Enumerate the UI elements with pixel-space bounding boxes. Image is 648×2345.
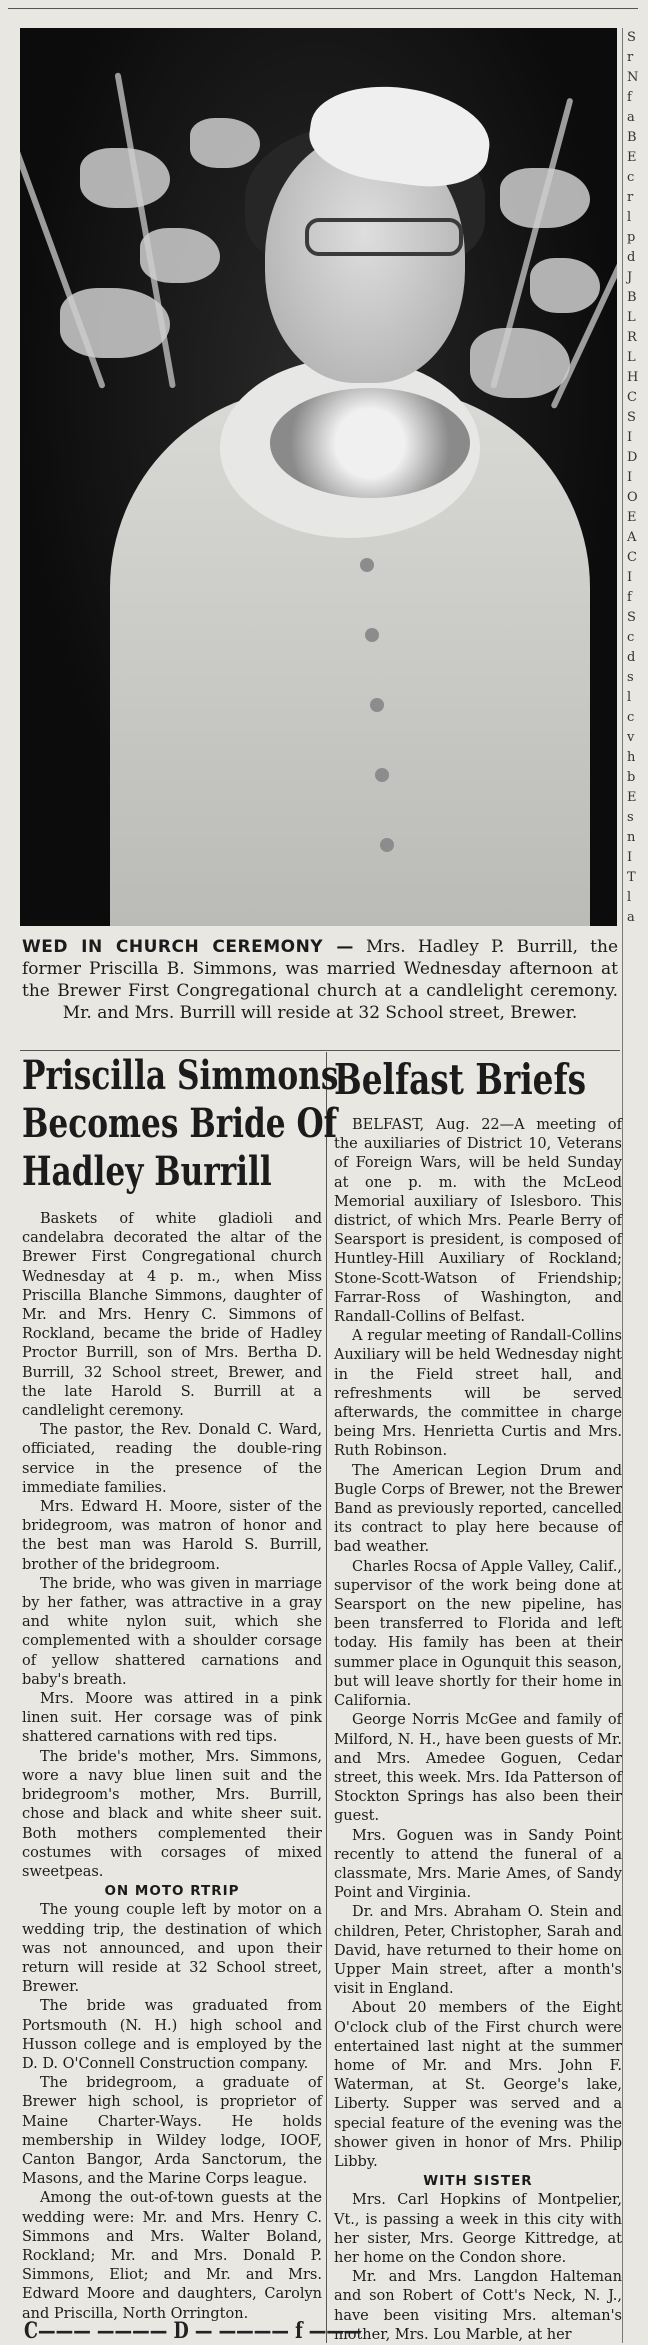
edge-text-fragment: N: [627, 70, 639, 85]
article-paragraph: The pastor, the Rev. Donald C. Ward, officiated, reading the double-ring service in the presence of the immediate families.: [22, 1422, 322, 1496]
article-paragraph: About 20 members of the Eight O'clock club of the First church were entertained last night at the summer home of Mr. and Mrs. John F. Waterman, at St. George's lake, Liberty. Supper was served and a special feature of the evening was the shower given in honor of Mrs. Philip Libby.: [334, 2000, 622, 2170]
edge-text-fragment: I: [627, 570, 633, 585]
next-headline-fragment: C——— ———— D — ———— f ———: [24, 2318, 362, 2344]
headline-line: Becomes Bride Of: [22, 1100, 338, 1147]
eyeglasses: [305, 218, 463, 256]
wedding-photo: [20, 28, 617, 926]
edge-text-fragment: L: [627, 350, 636, 365]
edge-text-fragment: p: [627, 230, 636, 245]
edge-text-fragment: r: [627, 190, 634, 205]
edge-text-fragment: E: [627, 790, 637, 805]
edge-text-fragment: I: [627, 850, 633, 865]
article-paragraph: The bride was graduated from Portsmouth (N. H.) high school and Husson college and is employed by the D. D. O'Connell Construction company.: [22, 1998, 322, 2072]
article-paragraph: Charles Rocsa of Apple Valley, Calif., supervisor of the work being done at Searsport on the new pipeline, has been transferred to Florida and left today. His family has been at their summer place in Ogunquit this season, but will leave shortly for their home in California.: [334, 1558, 622, 1710]
edge-text-fragment: A: [627, 530, 637, 545]
article-paragraph: Mrs. Edward H. Moore, sister of the bridegroom, was matron of honor and the best man was Harold S. Burrill, brother of the bridegroom.: [22, 1499, 322, 1573]
edge-text-fragment: f: [627, 90, 632, 105]
edge-text-fragment: v: [627, 730, 635, 745]
article-paragraph: The bride, who was given in marriage by her father, was attractive in a gray and white nylon suit, which she complemented with a shoulder corsage of yellow shattered carnations and baby's breath.: [22, 1575, 322, 1688]
edge-text-fragment: E: [627, 150, 637, 165]
edge-text-fragment: h: [627, 750, 636, 765]
headline-line: Hadley Burrill: [22, 1148, 272, 1195]
edge-text-fragment: c: [627, 170, 635, 185]
edge-text-fragment: n: [627, 830, 636, 845]
belfast-article-body: [334, 1116, 622, 2345]
article-paragraph: The young couple left by motor on a wedding trip, the destination of which was not announced, and upon their return will reside at 32 School street, Brewer.: [22, 1902, 322, 1996]
article-paragraph: Dr. and Mrs. Abraham O. Stein and children, Peter, Christopher, Sarah and David, have returned to their home on Upper Main street, after a month's visit in England.: [334, 1904, 622, 1998]
article-paragraph: Baskets of white gladioli and candelabra decorated the altar of the Brewer First Congregational church Wednesday at 4 p. m., when Miss Priscilla Blanche Simmons, daughter of Mr. and Mrs. Henry C. Simmons of Rockland, became the bride of Hadley Proctor Burrill, son of Mrs. Bertha D. Burrill, 32 School street, Brewer, and the late Harold S. Burrill at a candlelight ceremony.: [22, 1211, 322, 1420]
corsage: [270, 388, 470, 498]
article-paragraph: George Norris McGee and family of Milford, N. H., have been guests of Mr. and Mrs. Amedee Goguen, Cedar street, this week. Mrs. Ida Patterson of Stockton Springs has also been their guest.: [334, 1712, 622, 1825]
adjacent-column-edge: [622, 28, 648, 2343]
edge-text-fragment: C: [627, 390, 637, 405]
edge-text-fragment: D: [627, 450, 638, 465]
article-paragraph: The bride's mother, Mrs. Simmons, wore a navy blue linen suit and the bridegroom's mother, Mrs. Burrill, chose and black and white sheer suit. Both mothers complemented their costumes with corsages of mixed sweetpeas.: [22, 1748, 322, 1880]
edge-text-fragment: O: [627, 490, 638, 505]
edge-text-fragment: J: [627, 270, 633, 285]
edge-text-fragment: c: [627, 710, 635, 725]
edge-text-fragment: H: [627, 370, 639, 385]
edge-text-fragment: C: [627, 550, 637, 565]
photo-caption: [22, 936, 618, 1024]
caption-text: Mrs. Hadley P. Burrill, the former Priscilla B. Simmons, was married Wednesday afternoon at the Brewer First Congregational church at a candlelight ceremony. Mr. and Mrs. Burrill will reside at 32 School street, Brewer.: [22, 937, 619, 1023]
article-paragraph: The American Legion Drum and Bugle Corps of Brewer, not the Brewer Band as previously reported, cancelled its contract to play here because of bad weather.: [334, 1462, 622, 1556]
edge-text-fragment: B: [627, 130, 637, 145]
column-rule: [326, 1052, 327, 2343]
edge-text-fragment: b: [627, 770, 636, 785]
edge-text-fragment: S: [627, 410, 636, 425]
edge-text-fragment: E: [627, 510, 637, 525]
edge-text-fragment: l: [627, 210, 632, 225]
article-paragraph: A regular meeting of Randall-Collins Auxiliary will be held Wednesday night in the Field street hall, and refreshments will be served afterwards, the committee in charge being Mrs. Henrietta Curtis and Mrs. Ruth Robinson.: [334, 1328, 622, 1460]
page-top-rule: [8, 8, 638, 9]
section-rule: [20, 1050, 620, 1051]
article-paragraph: BELFAST, Aug. 22—A meeting of the auxiliaries of District 10, Veterans of Foreign Wars, will be held Sunday at one p. m. with the McLeod Memorial auxiliary of Islesboro. This district, of which Mrs. Pearle Berry of Searsport is president, is composed of Huntley-Hill Auxiliary of Rockland; Stone-Scott-Watson of Friendship; Farrar-Ross of Washington, and Randall-Collins of Belfast.: [334, 1117, 622, 1326]
edge-text-fragment: l: [627, 890, 632, 905]
edge-text-fragment: I: [627, 470, 633, 485]
edge-text-fragment: d: [627, 250, 636, 265]
edge-text-fragment: T: [627, 870, 636, 885]
article-paragraph: Mr. and Mrs. Langdon Halteman and son Robert of Cott's Neck, N. J., have been visiting Mrs. alteman's mother, Mrs. Lou Marble, at her: [334, 2269, 622, 2343]
wedding-headline: [22, 1052, 339, 1196]
article-subhead: WITH SISTER: [423, 2173, 533, 2190]
edge-text-fragment: R: [627, 330, 637, 345]
edge-text-fragment: d: [627, 650, 636, 665]
edge-text-fragment: S: [627, 30, 636, 45]
caption-lead: WED IN CHURCH CEREMONY —: [22, 937, 354, 957]
edge-text-fragment: a: [627, 110, 635, 125]
edge-text-fragment: l: [627, 690, 632, 705]
edge-text-fragment: S: [627, 610, 636, 625]
edge-text-fragment: s: [627, 810, 634, 825]
edge-text-fragment: r: [627, 50, 634, 65]
article-paragraph: Mrs. Carl Hopkins of Montpelier, Vt., is passing a week in this city with her sister, Mrs. George Kittredge, at her home on the Condon shore.: [334, 2192, 622, 2266]
edge-text-fragment: f: [627, 590, 632, 605]
headline-line: Priscilla Simmons: [22, 1052, 339, 1099]
edge-text-fragment: a: [627, 910, 635, 925]
article-subhead: ON MOTO RTRIP: [104, 1883, 240, 1900]
article-paragraph: Mrs. Goguen was in Sandy Point recently to attend the funeral of a classmate, Mrs. Marie Ames, of Sandy Point and Virginia.: [334, 1827, 622, 1902]
article-paragraph: Mrs. Moore was attired in a pink linen suit. Her corsage was of pink shattered carnations with red tips.: [22, 1691, 322, 1746]
belfast-headline: Belfast Briefs: [334, 1055, 587, 1104]
article-paragraph: The bridegroom, a graduate of Brewer high school, is proprietor of Maine Charter-Ways. He holds membership in Wildey lodge, IOOF, Canton Bangor, Arda Sanctorum, the Masons, and the Marine Corps league.: [22, 2075, 322, 2188]
edge-text-fragment: c: [627, 630, 635, 645]
article-paragraph: Among the out-of-town guests at the wedding were: Mr. and Mrs. Henry C. Simmons and Mrs. Walter Boland, Rockland; Mr. and Mrs. Donald P. Simmons, Eliot; and Mr. and Mrs. Edward Moore and daughters, Carolyn and Priscilla, North Orrington.: [22, 2190, 322, 2322]
edge-text-fragment: s: [627, 670, 634, 685]
edge-text-fragment: L: [627, 310, 636, 325]
wedding-article-body: [22, 1210, 322, 2324]
edge-text-fragment: B: [627, 290, 637, 305]
edge-text-fragment: I: [627, 430, 633, 445]
